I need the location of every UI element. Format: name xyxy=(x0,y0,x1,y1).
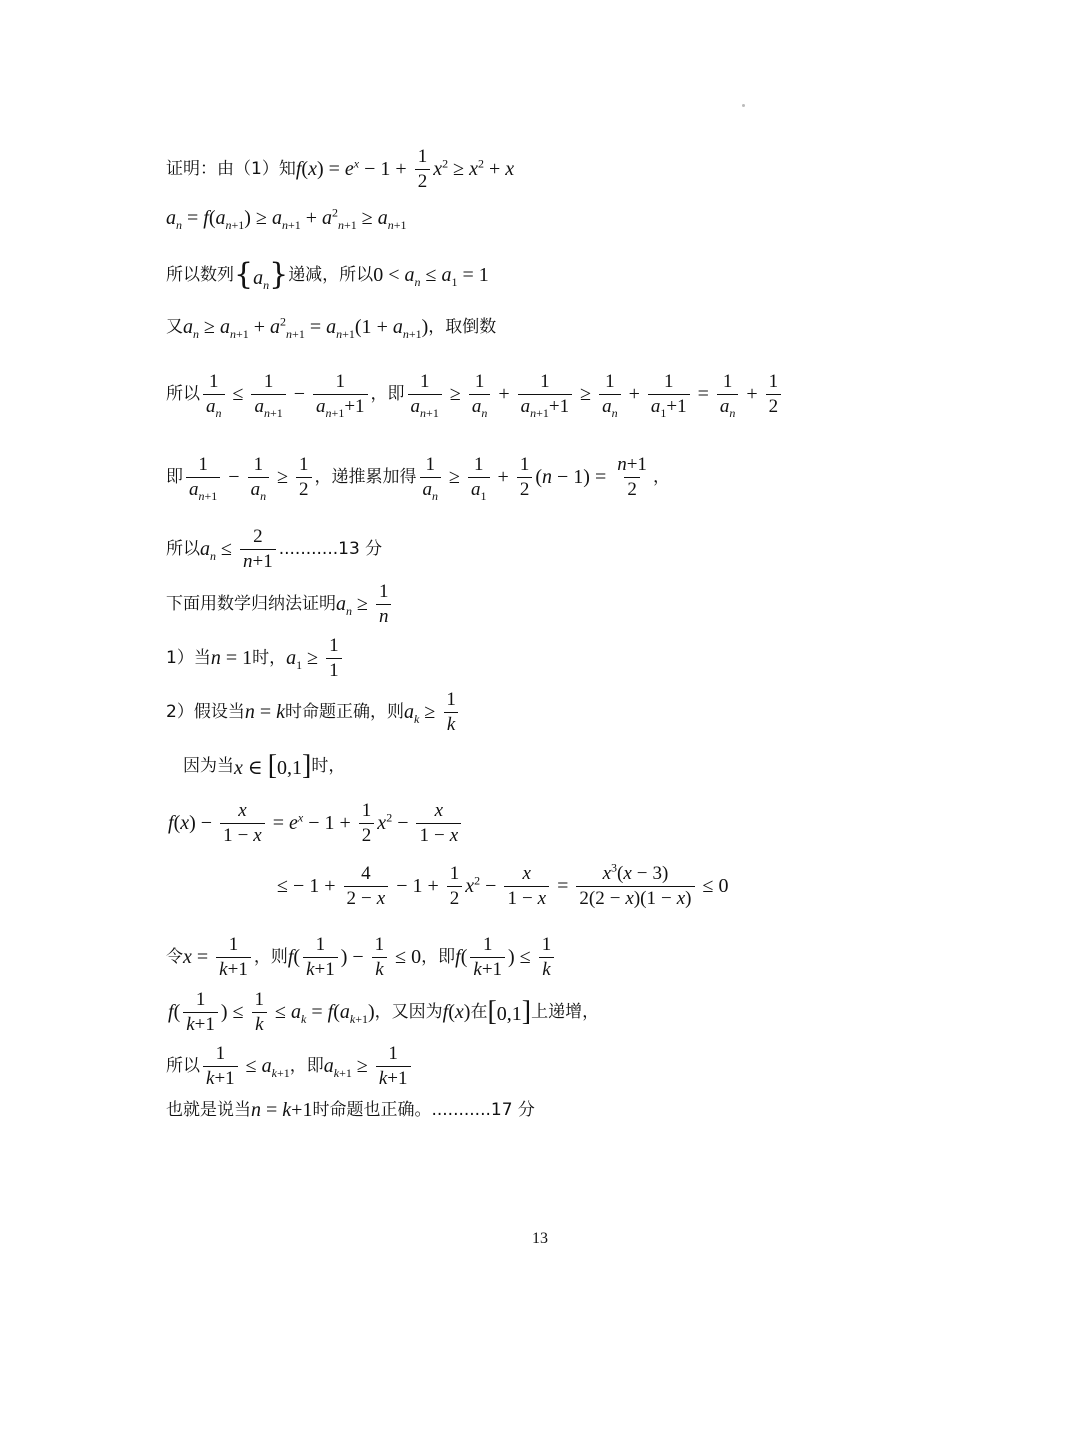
proof-line-7: 所以 $a_n$ ≤ $\frac{2}{n+1}$ ...........13 分 xyxy=(166,526,383,572)
proof-line-2 xyxy=(166,205,407,232)
proof-line-5: 所以 $\frac{1}{a_n}$ ≤ $\frac{1}{a_{n+1}}$ − $\frac{1}{a_{n+1}+1}$ ，即 $\frac{1}{a_{n+1}}$ ≥ $\frac{1}{a_n}$ + $\frac{1}{a_{n+1}+1}$ ≥ $\frac{1}{a_n}$ + $\frac{1}{a_1+1}$ = $\frac{1}{a_n}$ + $\frac{1}{2}$ xyxy=(166,372,784,417)
score-marker: ...........17 分 xyxy=(431,1099,535,1120)
formula: $a_n = f(a_{n+1}) \ge a_{n+1} + a^2_{n+1} \ge a_{n+1}$ xyxy=(166,205,407,232)
proof-line-16: 所以 $\frac{1}{k+1}$ ≤ $a_{k+1}$ ，即 $a_{k+1}$ ≥ $\frac{1}{k+1}$ xyxy=(166,1044,414,1089)
proof-line-17: 也就是说当 n = k+1 时命题也正确。 ...........17 分 xyxy=(166,1099,535,1121)
proof-line-12: f(x) − $\frac{x}{1 - x}$ = $e^x - 1$ + $\frac{1}{2}$ $x^2$ − $\frac{x}{1 - x}$ xyxy=(168,801,464,846)
proof-line-8: 下面用数学归纳法证明 $a_n$ ≥ $\frac{1}{n}$ xyxy=(166,582,394,627)
proof-line-4: 又 $a_n \ge a_{n+1} + a^2_{n+1} = a_{n+1}(1 + a_{n+1})$ ，取倒数 xyxy=(166,314,497,341)
scan-speck xyxy=(742,104,745,107)
proof-line-15: f( $\frac{1}{k+1}$ ) ≤ $\frac{1}{k}$ ≤ $a_k = f(a_{k+1})$ ，又因为 f(x) 在 [0,1] 上递增， xyxy=(168,989,600,1035)
formula: $f(x) = e^x - 1$ + xyxy=(295,156,407,181)
proof-line-13: ≤ − 1 + $\frac{4}{2 - x}$ − 1 + $\frac{1}{2}$ $x^2$ − $\frac{x}{1 - x}$ = $\frac{x^3(x - 3)}{2(2 - x)(1 - x)}$ ≤ 0 xyxy=(277,860,729,909)
proof-line-11: 因为当 x ∈ [0,1] 时， xyxy=(183,750,346,781)
proof-line-14: 令 x = $\frac{1}{k+1}$ ，则 f( $\frac{1}{k+1}$ ) − $\frac{1}{k}$ ≤ 0 ，即 f( $\frac{1}{k+1}$ ) ≤ $\frac{1}{k}$ xyxy=(166,935,557,980)
page-number: 13 xyxy=(532,1230,548,1247)
proof-line-10: 2）假设当 n = k 时命题正确，则 $a_k$ ≥ $\frac{1}{k}$ xyxy=(166,690,462,735)
score-marker: ...........13 分 xyxy=(278,538,383,559)
proof-line-3: 所以数列 $\{a_n\}$ 递减，所以 $0 < a_n \le a_1 = 1$ xyxy=(166,257,489,292)
proof-line-6: 即 $\frac{1}{a_{n+1}}$ − $\frac{1}{a_n}$ ≥ $\frac{1}{2}$ ，递推累加得 $\frac{1}{a_n}$ ≥ $\frac{1}{a_1}$ + $\frac{1}{2}$ (n − 1) = $\frac{n+1}{2}$ ， xyxy=(166,454,670,503)
proof-line-9: 1）当 n = 1 时， $a_1$ ≥ $\frac{1}{1}$ xyxy=(166,636,345,681)
proof-line-1: 证明：由（1）知 $f(x) = e^x - 1$ + $\frac{1}{2}$ $x^2 \ge x^2 + x$ xyxy=(166,146,515,192)
